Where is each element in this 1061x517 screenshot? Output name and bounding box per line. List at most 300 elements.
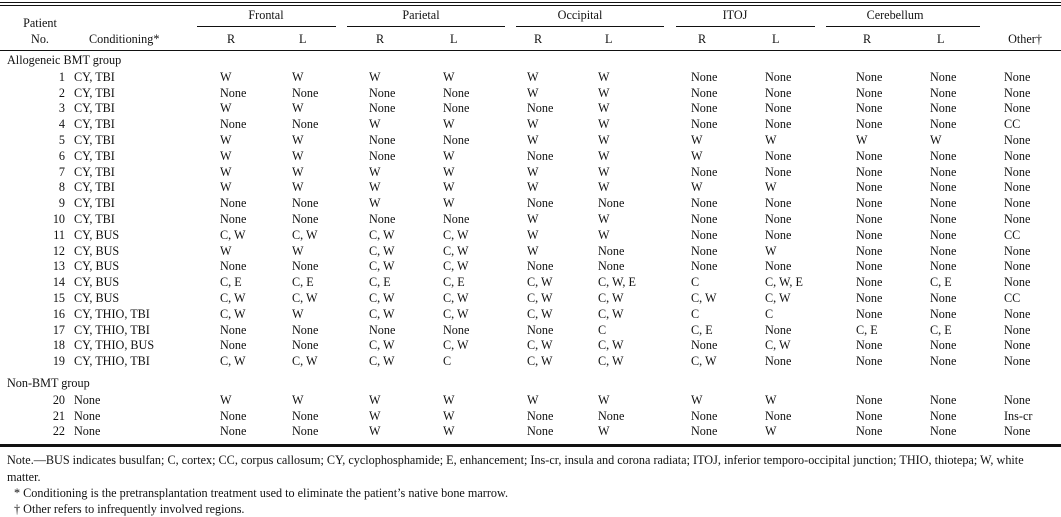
table-cell: C, E: [930, 322, 952, 337]
table-cell: None: [930, 212, 957, 226]
table-cell: None: [1004, 322, 1031, 337]
table-cell: None: [369, 133, 396, 147]
header-side-l: L: [450, 32, 458, 46]
table-cell: None: [856, 408, 883, 423]
table-cell: None: [527, 101, 554, 116]
table-cell: None: [527, 322, 554, 337]
table-cell: C, W: [443, 291, 469, 305]
conditioning-cell: CY, TBI: [74, 69, 115, 84]
table-cell: None: [1004, 338, 1031, 353]
table-cell: None: [765, 164, 792, 179]
table-cell: None: [691, 408, 718, 423]
table-cell: C: [443, 354, 452, 369]
table-cell: None: [527, 424, 554, 439]
table-cell: C, W: [443, 227, 469, 242]
table-cell: None: [930, 424, 957, 439]
table-cell: None: [856, 306, 883, 321]
conditioning-cell: CY, THIO, BUS: [74, 338, 155, 353]
conditioning-cell: CY, THIO, TBI: [74, 354, 150, 369]
table-cell: None: [691, 259, 718, 274]
table-cell: None: [930, 117, 957, 132]
table-cell: None: [856, 291, 883, 305]
header-conditioning: Conditioning*: [89, 32, 160, 46]
table-cell: W: [598, 212, 610, 226]
table-cell: None: [930, 408, 957, 423]
conditioning-cell: None: [74, 408, 101, 423]
patient-number: 20: [52, 392, 65, 407]
table-cell: None: [930, 392, 957, 407]
conditioning-cell: CY, TBI: [74, 101, 115, 116]
header-group-occipital: Occipital: [557, 8, 603, 22]
patient-number: 22: [52, 424, 65, 439]
table-cell: None: [369, 101, 396, 116]
header-group-underline: [826, 26, 980, 27]
table-cell: C, W: [369, 291, 395, 305]
table-cell: W: [369, 69, 381, 84]
table-cell: W: [292, 392, 304, 407]
table-cell: C, W: [598, 306, 624, 321]
table-cell: C, E: [292, 275, 314, 290]
table-cell: W: [443, 69, 455, 84]
table-cell: W: [691, 180, 703, 195]
table-cell: None: [691, 164, 718, 179]
table-cell: C, W: [443, 306, 469, 321]
table-cell: W: [369, 408, 381, 423]
table-cell: None: [1004, 164, 1031, 179]
table-cell: None: [691, 424, 718, 439]
patient-number: 21: [52, 408, 65, 423]
table-cell: C, W: [527, 354, 553, 369]
table-cell: None: [765, 322, 792, 337]
table-cell: None: [765, 101, 792, 116]
table-cell: W: [598, 392, 610, 407]
table-cell: W: [369, 117, 381, 132]
table-cell: None: [220, 338, 247, 353]
header-side-l: L: [772, 32, 780, 46]
table-cell: W: [220, 101, 232, 116]
patient-number: 7: [58, 164, 65, 179]
table-cell: C, W, E: [598, 275, 636, 290]
table-cell: CC: [1004, 291, 1021, 305]
patient-number: 10: [52, 212, 65, 226]
table-cell: None: [1004, 354, 1031, 369]
table-cell: C, W: [292, 354, 318, 369]
table-cell: W: [220, 69, 232, 84]
table-cell: None: [765, 85, 792, 100]
table-cell: W: [598, 101, 610, 116]
table-cell: None: [598, 196, 625, 211]
patient-number: 14: [52, 275, 65, 290]
table-cell: C, W: [369, 243, 395, 258]
table-cell: W: [292, 306, 304, 321]
header-side-l: L: [299, 32, 307, 46]
top-rule-lower: [0, 5, 1061, 6]
header-other: Other†: [1008, 32, 1042, 46]
conditioning-cell: CY, TBI: [74, 85, 115, 100]
table-cell: None: [1004, 306, 1031, 321]
table-cell: None: [220, 408, 247, 423]
table-cell: None: [220, 259, 247, 274]
table-cell: W: [527, 212, 539, 226]
table-cell: C, W: [443, 243, 469, 258]
table-cell: C, W: [220, 227, 246, 242]
table-cell: None: [369, 85, 396, 100]
header-rule: [0, 50, 1061, 51]
conditioning-cell: CY, BUS: [74, 291, 120, 305]
table-cell: C, W: [292, 227, 318, 242]
table-cell: W: [598, 148, 610, 163]
patient-number: 18: [52, 338, 65, 353]
table-cell: None: [930, 85, 957, 100]
table-cell: None: [1004, 212, 1031, 226]
table-cell: None: [443, 85, 470, 100]
table-cell: None: [369, 322, 396, 337]
patient-number: 19: [52, 354, 65, 369]
table-cell: W: [527, 243, 539, 258]
table-cell: C, W: [369, 306, 395, 321]
table-cell: W: [527, 133, 539, 147]
table-cell: C, W: [220, 291, 246, 305]
table-cell: C, W, E: [765, 275, 803, 290]
table-cell: None: [1004, 69, 1031, 84]
table-cell: W: [856, 133, 868, 147]
conditioning-cell: CY, TBI: [74, 164, 115, 179]
table-cell: C, W: [369, 338, 395, 353]
table-cell: None: [292, 424, 319, 439]
top-rule-upper: [0, 2, 1061, 3]
table-cell: None: [856, 196, 883, 211]
table-cell: None: [691, 338, 718, 353]
table-cell: W: [292, 69, 304, 84]
table-cell: W: [527, 117, 539, 132]
table-cell: CC: [1004, 117, 1021, 132]
table-cell: None: [1004, 101, 1031, 116]
header-group-parietal: Parietal: [402, 8, 440, 22]
header-group-underline: [347, 26, 505, 27]
table-cell: W: [369, 164, 381, 179]
table-cell: None: [292, 338, 319, 353]
bottom-rule: [0, 444, 1061, 447]
conditioning-cell: CY, TBI: [74, 180, 115, 195]
table-cell: C, W: [220, 354, 246, 369]
header-group-frontal: Frontal: [248, 8, 284, 22]
table-cell: None: [691, 227, 718, 242]
table-cell: W: [443, 196, 455, 211]
table-cell: None: [930, 243, 957, 258]
table-cell: W: [527, 164, 539, 179]
patient-number: 5: [58, 133, 65, 147]
table-cell: W: [598, 424, 610, 439]
table-cell: None: [856, 212, 883, 226]
table-cell: None: [856, 85, 883, 100]
patient-number: 15: [52, 291, 65, 305]
conditioning-cell: CY, TBI: [74, 212, 115, 226]
table-cell: None: [1004, 424, 1031, 439]
table-cell: None: [930, 196, 957, 211]
table-cell: W: [527, 85, 539, 100]
table-cell: C, W: [765, 291, 791, 305]
table-cell: C, W: [691, 354, 717, 369]
table-cell: None: [765, 148, 792, 163]
table-cell: W: [765, 180, 777, 195]
table-cell: W: [220, 392, 232, 407]
conditioning-cell: CY, TBI: [74, 117, 115, 132]
table-cell: None: [930, 101, 957, 116]
table-cell: None: [765, 69, 792, 84]
table-cell: None: [930, 180, 957, 195]
table-cell: None: [930, 354, 957, 369]
section-title: Non-BMT group: [7, 376, 90, 390]
table-cell: C, W: [765, 338, 791, 353]
table-cell: C, W: [369, 259, 395, 274]
conditioning-cell: CY, BUS: [74, 259, 120, 274]
table-cell: None: [292, 196, 319, 211]
conditioning-cell: CY, THIO, TBI: [74, 306, 150, 321]
header-side-r: R: [863, 32, 872, 46]
table-cell: None: [691, 69, 718, 84]
table-cell: None: [765, 196, 792, 211]
header-side-l: L: [605, 32, 613, 46]
table-cell: None: [527, 408, 554, 423]
table-cell: W: [220, 148, 232, 163]
table-cell: None: [856, 354, 883, 369]
table-cell: C, W: [527, 306, 553, 321]
table-cell: W: [220, 243, 232, 258]
table-cell: None: [856, 424, 883, 439]
table-cell: None: [1004, 196, 1031, 211]
table-cell: W: [292, 133, 304, 147]
table-cell: W: [369, 196, 381, 211]
table-cell: None: [292, 117, 319, 132]
table-cell: W: [443, 117, 455, 132]
table-cell: None: [691, 212, 718, 226]
table-cell: None: [765, 227, 792, 242]
table-cell: W: [765, 133, 777, 147]
table-cell: None: [691, 117, 718, 132]
header-patient-line1: Patient: [23, 16, 57, 30]
footnote-other: † Other refers to infrequently involved regions.: [14, 502, 245, 516]
table-cell: None: [930, 259, 957, 274]
conditioning-cell: CY, TBI: [74, 196, 115, 211]
table-cell: None: [930, 338, 957, 353]
table-cell: C, W: [527, 275, 553, 290]
table-cell: C, E: [369, 275, 391, 290]
table-cell: W: [691, 148, 703, 163]
table-cell: None: [527, 259, 554, 274]
patient-number: 6: [58, 148, 65, 163]
table-cell: W: [292, 148, 304, 163]
table-cell: C, W: [598, 291, 624, 305]
table-cell: None: [220, 85, 247, 100]
table-cell: W: [598, 227, 610, 242]
table-cell: W: [598, 133, 610, 147]
table-cell: W: [220, 164, 232, 179]
table-cell: None: [1004, 133, 1031, 147]
section-title: Allogeneic BMT group: [7, 53, 122, 67]
table-cell: C, E: [930, 275, 952, 290]
table-cell: None: [598, 259, 625, 274]
table-cell: None: [443, 133, 470, 147]
table-cell: W: [443, 164, 455, 179]
table-cell: None: [691, 101, 718, 116]
table-cell: None: [292, 408, 319, 423]
patient-number: 3: [58, 101, 65, 116]
patient-number: 9: [58, 196, 65, 211]
table-cell: None: [691, 85, 718, 100]
table-cell: C, W: [443, 259, 469, 274]
table-cell: W: [527, 180, 539, 195]
table-cell: None: [856, 117, 883, 132]
table-cell: None: [930, 164, 957, 179]
table-cell: C, E: [856, 322, 878, 337]
header-group-itoj: ITOJ: [722, 8, 748, 22]
table-cell: W: [598, 85, 610, 100]
header-side-r: R: [376, 32, 385, 46]
table-cell: None: [292, 322, 319, 337]
table-cell: None: [856, 227, 883, 242]
table-cell: None: [220, 322, 247, 337]
table-cell: W: [220, 180, 232, 195]
table-cell: None: [930, 291, 957, 305]
table-cell: W: [765, 424, 777, 439]
patient-number: 4: [58, 117, 65, 132]
table-cell: None: [930, 148, 957, 163]
table-cell: None: [856, 69, 883, 84]
table-cell: None: [930, 69, 957, 84]
table-cell: None: [856, 338, 883, 353]
table-cell: None: [1004, 392, 1031, 407]
table-cell: C, W: [292, 291, 318, 305]
table-cell: C, W: [691, 291, 717, 305]
table-note: Note.—BUS indicates busulfan; C, cortex; CC, corpus callosum; CY, cyclophosphamide; E, enhancement; Ins-cr, insula and corona radiata; ITOJ, inferior temporo-occipital junction; THIO, thiotepa; W, white matter.: [7, 453, 1024, 484]
table-cell: C, E: [220, 275, 242, 290]
patient-number: 17: [52, 322, 65, 337]
table-cell: None: [1004, 275, 1031, 290]
table-cell: W: [443, 424, 455, 439]
patient-number: 8: [58, 180, 65, 195]
patient-number: 13: [52, 259, 65, 274]
header-group-underline: [676, 26, 815, 27]
table-cell: W: [598, 69, 610, 84]
header-group-underline: [516, 26, 664, 27]
table-cell: None: [856, 259, 883, 274]
table-cell: W: [765, 392, 777, 407]
table-cell: None: [1004, 85, 1031, 100]
conditioning-cell: CY, TBI: [74, 133, 115, 147]
table-cell: None: [1004, 148, 1031, 163]
table-cell: None: [856, 180, 883, 195]
table-cell: None: [691, 196, 718, 211]
table-cell: W: [598, 117, 610, 132]
table-cell: C, W: [220, 306, 246, 321]
table-cell: None: [527, 196, 554, 211]
header-patient-line2: No.: [31, 32, 49, 46]
conditioning-cell: CY, THIO, TBI: [74, 322, 150, 337]
table-cell: None: [220, 196, 247, 211]
table-cell: None: [856, 243, 883, 258]
table-cell: CC: [1004, 227, 1021, 242]
table-cell: W: [930, 133, 942, 147]
table-cell: C, W: [527, 291, 553, 305]
table-cell: W: [292, 180, 304, 195]
table-cell: C: [765, 306, 774, 321]
table-cell: None: [369, 212, 396, 226]
table-cell: W: [527, 227, 539, 242]
patient-number: 12: [52, 243, 65, 258]
table-cell: None: [765, 408, 792, 423]
table-cell: C, E: [443, 275, 465, 290]
header-side-r: R: [698, 32, 707, 46]
table-cell: W: [691, 133, 703, 147]
table-cell: None: [220, 424, 247, 439]
table-cell: None: [292, 85, 319, 100]
table-cell: W: [443, 148, 455, 163]
table-cell: W: [527, 69, 539, 84]
table-cell: W: [292, 243, 304, 258]
table-cell: None: [220, 117, 247, 132]
table-cell: None: [691, 243, 718, 258]
table-cell: W: [443, 408, 455, 423]
table-cell: W: [369, 392, 381, 407]
table-cell: W: [292, 164, 304, 179]
table-cell: W: [292, 101, 304, 116]
table-cell: None: [765, 259, 792, 274]
table-cell: None: [856, 148, 883, 163]
patient-number: 1: [58, 69, 65, 84]
table-cell: None: [856, 392, 883, 407]
table-cell: None: [856, 101, 883, 116]
table-cell: W: [369, 424, 381, 439]
table-cell: None: [1004, 180, 1031, 195]
table-cell: C, W: [443, 338, 469, 353]
table-cell: W: [691, 392, 703, 407]
table-cell: C, W: [369, 227, 395, 242]
table-cell: W: [220, 133, 232, 147]
conditioning-cell: CY, BUS: [74, 243, 120, 258]
table-cell: None: [765, 212, 792, 226]
table-cell: None: [765, 354, 792, 369]
table-cell: None: [765, 117, 792, 132]
conditioning-cell: CY, TBI: [74, 148, 115, 163]
header-group-underline: [197, 26, 336, 27]
header-side-r: R: [227, 32, 236, 46]
table-cell: C: [691, 275, 700, 290]
table-cell: None: [443, 101, 470, 116]
header-side-r: R: [534, 32, 543, 46]
patient-number: 2: [58, 85, 65, 100]
table-cell: C, W: [369, 354, 395, 369]
table-cell: None: [1004, 243, 1031, 258]
table-cell: None: [930, 227, 957, 242]
table-cell: None: [443, 212, 470, 226]
table-cell: None: [856, 164, 883, 179]
table-cell: None: [292, 259, 319, 274]
table-cell: None: [527, 148, 554, 163]
patient-number: 11: [53, 227, 65, 242]
table-cell: C, E: [691, 322, 713, 337]
table-cell: None: [443, 322, 470, 337]
table-cell: W: [598, 164, 610, 179]
table-cell: None: [1004, 259, 1031, 274]
table-cell: W: [443, 392, 455, 407]
table-cell: None: [292, 212, 319, 226]
table-cell: Ins-cr: [1004, 408, 1033, 423]
conditioning-cell: None: [74, 424, 101, 439]
table-cell: None: [930, 306, 957, 321]
table-cell: None: [369, 148, 396, 163]
table-cell: C, W: [527, 338, 553, 353]
table-cell: C, W: [598, 338, 624, 353]
